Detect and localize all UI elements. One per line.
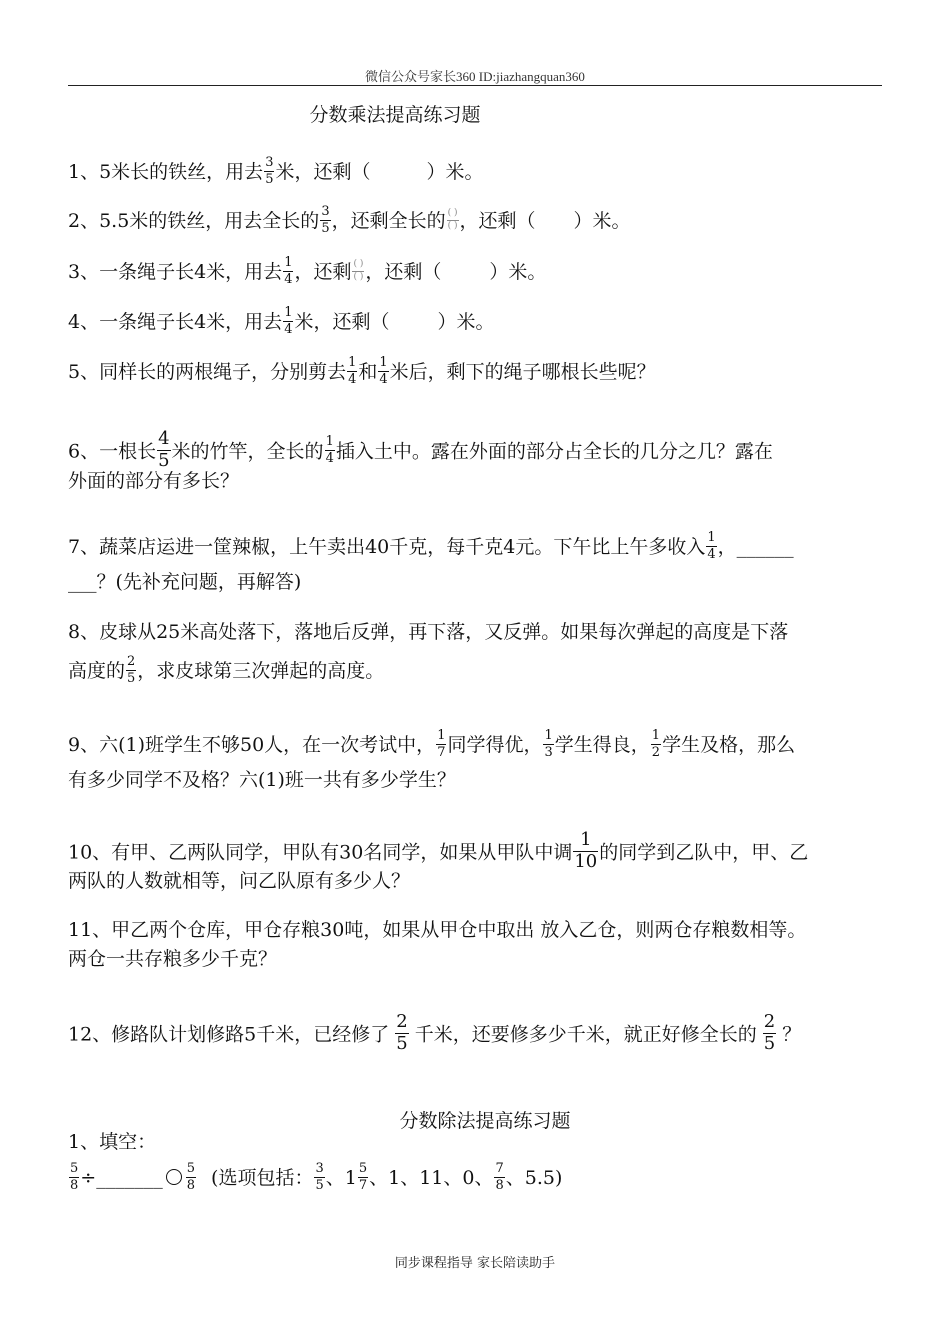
q2-text-b: ，还剩全长的 (331, 210, 446, 233)
fraction (325, 435, 335, 465)
numerator: 3 (265, 155, 274, 170)
numerator: ( ) (353, 259, 364, 270)
q4-text-c: ）米。 (437, 311, 495, 334)
fraction (395, 1013, 408, 1054)
question-9 (68, 728, 796, 761)
q8-text-a: 高度的 (68, 660, 126, 683)
q1-text-c: ）米。 (426, 161, 484, 184)
q7-text-b: ，______ (717, 536, 794, 559)
question-2 (68, 204, 631, 237)
question-12 (68, 1011, 802, 1056)
question-11: 11、甲乙两个仓库，甲仓存粮30吨，如果从甲仓中取出 放入乙仓，则两仓存粮数相等。 (68, 919, 807, 941)
options-text-b: 、1 (325, 1167, 357, 1190)
fraction (283, 256, 293, 286)
question-6 (68, 428, 773, 473)
numerator: 1 (651, 728, 661, 743)
fraction (186, 1162, 196, 1192)
denominator: 5 (315, 1177, 324, 1193)
q1-text-a: 1、5米长的铁丝，用去 (68, 161, 264, 184)
numerator: 5 (358, 1161, 368, 1176)
numerator: 4 (158, 428, 170, 449)
section2-q1-label: 1、填空： (68, 1131, 157, 1153)
q9-text-c: 学生得良， (554, 734, 650, 757)
header-rule (68, 85, 882, 86)
fraction (157, 430, 170, 471)
question-4 (68, 305, 495, 338)
fraction (436, 729, 446, 759)
numerator: 5 (70, 1161, 79, 1176)
denominator: 4 (284, 271, 293, 287)
denominator: 8 (70, 1177, 79, 1193)
question-10-line2: 两队的人数就相等，问乙队原有多少人？ (68, 870, 411, 892)
denominator: 7 (437, 744, 446, 760)
q9-text-a: 9、六(1)班学生不够50人，在一次考试中， (68, 734, 436, 757)
q9-text-d: 学生及格，那么 (662, 734, 796, 757)
denominator: ( ) (353, 271, 364, 282)
numerator: 2 (396, 1011, 408, 1032)
fraction (264, 156, 274, 186)
question-8-line2 (68, 654, 385, 687)
q12-text-c: ？ (782, 1023, 802, 1046)
q4-text-a: 4、一条绳子长4米，用去 (68, 311, 283, 334)
fraction (494, 1162, 504, 1192)
question-3 (68, 255, 547, 288)
question-10 (68, 829, 809, 874)
q1-text-b: 米，还剩（ (275, 161, 371, 184)
numerator: 1 (544, 728, 553, 743)
fraction (283, 306, 293, 336)
question-8: 8、皮球从25米高处落下，落地后反弹，再下落，又反弹。如果每次弹起的高度是下落 (68, 621, 789, 643)
denominator: 5 (265, 171, 274, 187)
q6-text-c: 插入土中。露在外面的部分占全长的几分之几？露在 (335, 440, 773, 463)
numerator: 2 (763, 1011, 776, 1032)
fraction (320, 205, 330, 235)
blank-fraction (447, 209, 459, 231)
denominator: 4 (284, 321, 293, 337)
denominator: 5 (158, 449, 170, 471)
header-text: 微信公众号家长360 ID:jiazhangquan360 (365, 69, 585, 84)
numerator: 1 (437, 728, 446, 743)
fraction (314, 1162, 324, 1192)
q5-text-a: 5、同样长的两根绳子，分别剪去 (68, 361, 347, 384)
q6-text-a: 6、一根长 (68, 440, 157, 463)
section2-title: 分数除法提高练习题 (399, 1110, 571, 1132)
denominator: 5 (321, 220, 330, 236)
numerator: 1 (284, 255, 293, 270)
numerator: 3 (321, 204, 330, 219)
question-11-line2: 两仓一共存粮多少千克？ (68, 948, 278, 970)
fraction (543, 729, 553, 759)
q4-text-b: 米，还剩（ (294, 311, 390, 334)
fraction (69, 1162, 79, 1192)
numerator: 3 (315, 1161, 324, 1176)
q2-text-d: ）米。 (573, 210, 631, 233)
numerator: 1 (707, 530, 716, 545)
numerator: 1 (348, 355, 357, 370)
numerator: 5 (186, 1161, 195, 1176)
q5-text-c: 米后，剩下的绳子哪根长些呢？ (389, 361, 656, 384)
fraction (378, 356, 388, 386)
question-1 (68, 155, 484, 188)
q3-text-d: ）米。 (489, 261, 547, 284)
q9-text-b: 同学得优， (447, 734, 543, 757)
denominator: 4 (707, 546, 716, 562)
denominator: 8 (495, 1177, 504, 1193)
divide-sign: ÷ (80, 1167, 97, 1190)
denominator: 4 (379, 371, 388, 387)
numerator: 7 (495, 1161, 504, 1176)
question-9-line2: 有多少同学不及格？六(1)班一共有多少学生？ (68, 769, 456, 791)
fraction (651, 729, 661, 759)
q10-text-b: 的同学到乙队中，甲、乙 (599, 841, 809, 864)
question-7 (68, 530, 794, 563)
denominator: 3 (544, 744, 553, 760)
denominator: 2 (651, 744, 661, 760)
question-5 (68, 355, 656, 388)
numerator: 1 (284, 305, 293, 320)
options-text-c: 、1、11、0、 (369, 1167, 494, 1190)
question-7-line2: ___？(先补充问题，再解答) (68, 571, 302, 593)
q8-text-b: ，求皮球第三次弹起的高度。 (137, 660, 385, 683)
numerator: 2 (127, 654, 136, 669)
fraction (573, 831, 598, 872)
numerator: 1 (580, 829, 592, 850)
denominator: 4 (325, 450, 334, 466)
q12-text-b: 千米，还要修多少千米，就正好修全长的 (414, 1023, 757, 1046)
options-text-a: (选项包括： (211, 1167, 314, 1190)
numerator: ( ) (447, 208, 458, 219)
compare-circle (166, 1169, 182, 1185)
denominator: 4 (348, 371, 357, 387)
section1-title: 分数乘法提高练习题 (309, 104, 481, 126)
denominator: 5 (763, 1032, 776, 1054)
footer-text: 同步课程指导 家长陪读助手 (394, 1256, 556, 1271)
q10-text-a: 10、有甲、乙两队同学，甲队有30名同学，如果从甲队中调 (68, 841, 573, 864)
options-text-d: 、5.5) (505, 1167, 563, 1190)
q3-text-b: ，还剩 (294, 261, 352, 284)
q3-text-a: 3、一条绳子长4米，用去 (68, 261, 283, 284)
q7-text-a: 7、蔬菜店运进一筐辣椒，上午卖出40千克，每千克4元。下午比上午多收入 (68, 536, 706, 559)
numerator: 1 (325, 434, 334, 450)
q5-text-b: 和 (358, 361, 378, 384)
denominator: ( ) (447, 220, 458, 231)
question-6-line2: 外面的部分有多长？ (68, 470, 240, 492)
fraction (706, 531, 716, 561)
blank-fraction (352, 260, 364, 282)
answer-blank: _______ (96, 1167, 163, 1190)
fraction (763, 1013, 776, 1054)
denominator: 5 (127, 670, 136, 686)
fraction (126, 655, 136, 685)
numerator: 1 (379, 355, 388, 370)
q12-text-a: 12、修路队计划修路5千米，已经修了 (68, 1023, 390, 1046)
section2-expression (68, 1161, 563, 1194)
q3-text-c: ，还剩（ (365, 261, 442, 284)
denominator: 7 (358, 1177, 368, 1193)
fraction (358, 1162, 368, 1192)
q6-text-b: 米的竹竿，全长的 (171, 440, 324, 463)
q2-text-a: 2、5.5米的铁丝，用去全长的 (68, 210, 320, 233)
q2-text-c: ，还剩（ (459, 210, 536, 233)
denominator: 10 (574, 850, 598, 872)
denominator: 8 (186, 1177, 195, 1193)
denominator: 5 (396, 1032, 408, 1054)
fraction (347, 356, 357, 386)
